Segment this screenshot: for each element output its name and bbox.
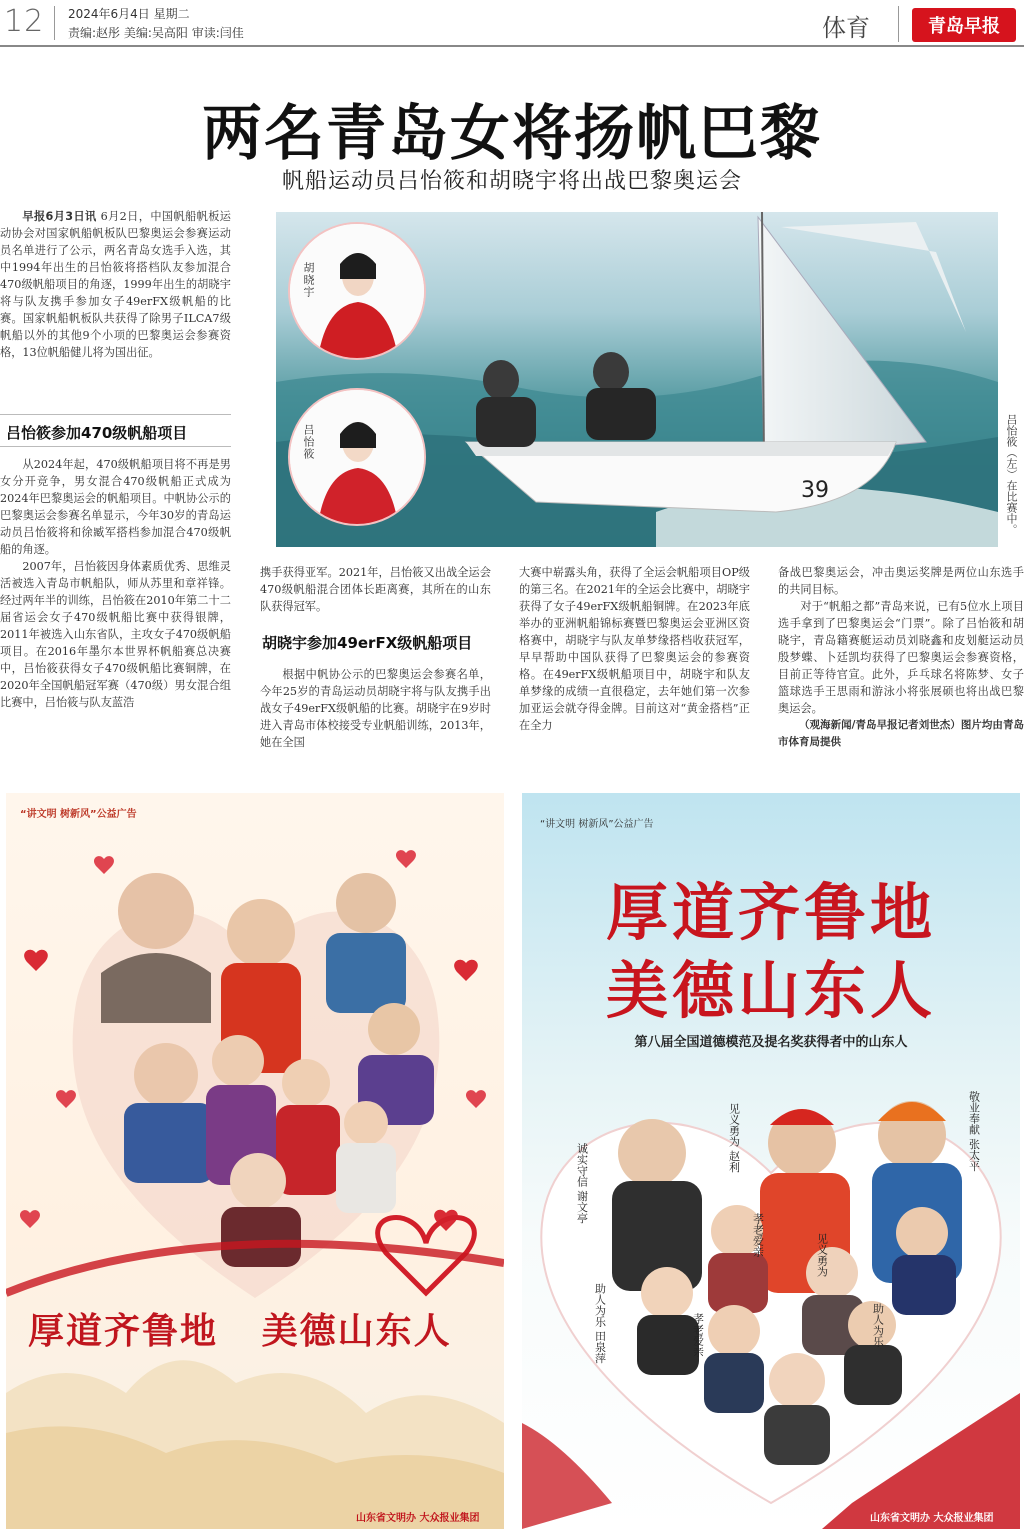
lead-paragraph: 6月2日，中国帆船帆板运动协会对国家帆船帆板队巴黎奥运会参赛运动员名单进行了公示，两名青岛女选手入选，其中1994年出生的吕怡筱将搭档队友参加混合470级帆船项目的角逐，1999年出生的胡晓宇将与队友携手参加女子49erFX级帆船的比赛。国家帆船帆板队共获得了除男子ILCA7级帆船以外的其他9个小项的巴黎奥运会参赛资格，13位帆船健儿将为国出征。 (0, 210, 231, 359)
paragraph: 2007年，吕怡筱因身体素质优秀、思维灵活被选入青岛市帆船队，师从苏里和章祥锋。经过两年半的训练，吕怡筱在2010年第二十二届省运会女子470级帆船比赛中获得银牌，2011年被选入山东省队，主攻女子470级帆船项目。在2016年墨尔本世界杯帆船赛总决赛中，吕怡筱获得女子470级帆船比赛铜牌，在2020年全国帆船冠军赛（470级）男女混合组比赛中，吕怡筱与队友蓝浩 (0, 560, 231, 709)
ad-headline: 厚道齐鲁地 美德山东人 (28, 1311, 452, 1352)
header-divider-right (898, 6, 899, 42)
ad-subline: 第八届全国道德模范及提名奖获得者中的山东人 (634, 1035, 908, 1050)
subhead-rule-top (0, 414, 231, 415)
ad-label-8: 助人为乐 (871, 1303, 885, 1347)
ad-label-5: 孝老爱亲 (751, 1213, 765, 1257)
column-2-body (260, 666, 491, 751)
ad-label-6: 见义勇为 (815, 1233, 829, 1277)
boat-number: 39 (801, 478, 829, 503)
photo-credit: （观海新闻/青岛早报记者刘世杰）图片均由青岛市体育局提供 (778, 719, 1024, 748)
paragraph: 携手获得亚军。2021年，吕怡筱又出战全运会470级帆船混合团体长距离赛，其所在的山东队获得冠军。 (260, 566, 491, 613)
ad-tag: “讲文明 树新风”公益广告 (20, 809, 137, 820)
section-name: 体育 (822, 14, 870, 42)
column-1-body (0, 456, 231, 711)
ad-label-3: 敬业奉献 张太平 (967, 1091, 981, 1172)
newspaper-logo: 青岛早报 (912, 8, 1016, 42)
header-rule (0, 45, 1024, 47)
page-number: 12 (4, 4, 45, 39)
paragraph: 从2024年起，470级帆船项目将不再是男女分开竞争，男女混合470级帆船正式成为2024年巴黎奥运会的帆船项目。中帆协公示的巴黎奥运会参赛名单显示，今年30岁的青岛运动员吕怡筱将和徐臧军搭档参加混合470级帆船的角逐。 (0, 458, 231, 556)
column-4 (778, 564, 1024, 751)
subhead-rule-bottom (0, 446, 231, 447)
paragraph: 根据中帆协公示的巴黎奥运会参赛名单，今年25岁的青岛运动员胡晓宇将与队友携手出战女子49erFX级帆船的比赛。胡晓宇在9岁时进入青岛市体校接受专业帆船训练，2013年，她在全国 (260, 668, 491, 749)
article-title: 两名青岛女将扬帆巴黎 (202, 99, 822, 169)
column-2-top (260, 564, 491, 615)
article-subtitle: 帆船运动员吕怡筱和胡晓宇将出战巴黎奥运会 (281, 169, 742, 194)
subhead-lyu: 吕怡筱参加470级帆船项目 (6, 424, 188, 442)
ad-label-7: 孝老爱亲 (691, 1313, 705, 1357)
portrait-heart-collage (522, 1063, 1020, 1529)
ad-footer: 山东省文明办 大众报业集团 (356, 1513, 480, 1524)
ad-tag: “讲文明 树新风”公益广告 (540, 819, 654, 830)
ad-label-4: 助人为乐 田泉萍 (593, 1283, 607, 1364)
column-1-lead (0, 208, 231, 361)
photo-caption: 吕怡筱（左）在比赛中。 (1005, 414, 1018, 535)
paragraph: 备战巴黎奥运会，冲击奥运奖牌是两位山东选手的共同目标。 (778, 566, 1024, 596)
ad-label-1: 诚实守信 谢文亭 (575, 1143, 589, 1224)
portrait-label-lyu: 吕怡筱 (302, 424, 315, 460)
header-editors: 责编:赵彤 美编:吴高阳 审读:闫佳 (68, 26, 244, 40)
public-service-ad-left (6, 793, 504, 1529)
column-3 (519, 564, 750, 734)
ad-footer: 山东省文明办 大众报业集团 (870, 1513, 994, 1524)
header-date: 2024年6月4日 星期二 (68, 7, 190, 21)
paragraph: 大赛中崭露头角，获得了全运会帆船项目OP级的第三名。在2021年的全运会比赛中，胡晓宇获得了女子49erFX级帆船铜牌。在2023年底举办的亚洲帆船锦标赛暨巴黎奥运会亚洲区资格赛中，胡晓宇与队友单梦缘搭档收获冠军，早早帮助中国队获得了巴黎奥运会的参赛资格。在49erFX级帆船项目中，胡晓宇和队友单梦缘的成绩一直很稳定，去年她们第一次参加亚运会就夺得金牌。目前这对“黄金搭档”正在全力 (519, 566, 750, 732)
subhead-hu: 胡晓宇参加49erFX级帆船项目 (262, 634, 473, 652)
public-service-ad-right (522, 793, 1020, 1529)
dateline: 早报6月3日讯 (22, 210, 97, 223)
ad-headline-1: 厚道齐鲁地 (605, 876, 936, 949)
header-divider (54, 6, 55, 40)
ad-label-2: 见义勇为 赵利 (727, 1103, 741, 1173)
heart-collage (6, 793, 504, 1529)
portrait-label-hu: 胡晓宇 (302, 262, 315, 298)
paragraph: 对于“帆船之都”青岛来说，已有5位水上项目选手拿到了巴黎奥运会“门票”。除了吕怡筱和胡晓宇，青岛籍赛艇运动员刘晓鑫和皮划艇运动员殷梦蝶、卜廷凯均获得了巴黎奥运会参赛资格，目前正等待官宣。此外，乒乓球名将陈梦、女子篮球选手王思雨和游泳小将张展硕也将出战巴黎奥运会。 (778, 600, 1024, 715)
ad-headline-2: 美德山东人 (605, 954, 936, 1027)
